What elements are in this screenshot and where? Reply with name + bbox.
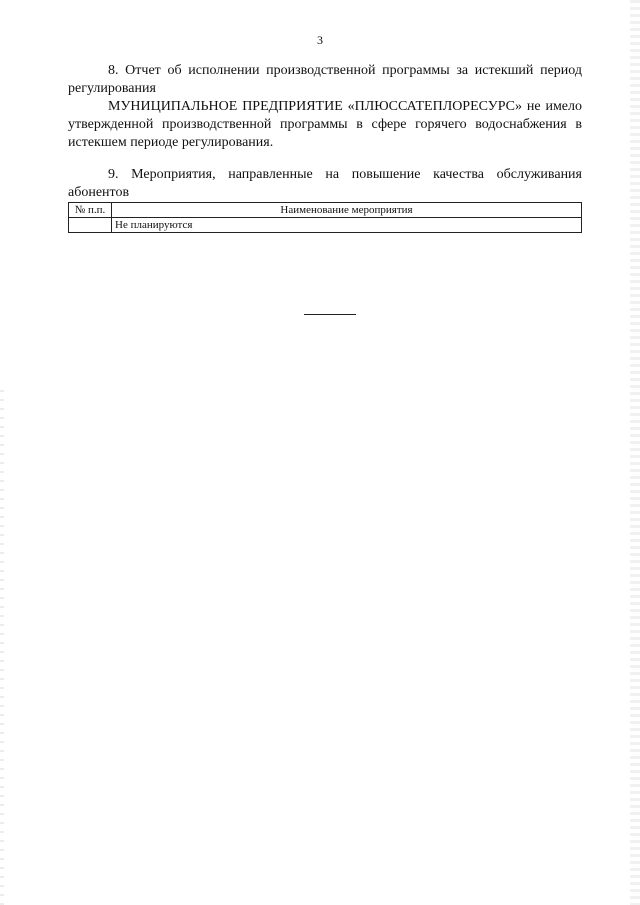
end-of-document-rule xyxy=(304,314,356,315)
table-row xyxy=(69,218,582,233)
section-9-heading: 9. Мероприятия, направленные на повышение качества обслуживания абонентов xyxy=(68,167,582,200)
scan-edge-right xyxy=(630,0,640,905)
document-body xyxy=(68,62,582,233)
table-header-row xyxy=(69,203,582,218)
section-8-body: МУНИЦИПАЛЬНОЕ ПРЕДПРИЯТИЕ «ПЛЮССАТЕПЛОРЕСУРС» не имело утвержденной производственной программы в сфере горячего водоснабжения в истекшем периоде регулирования. xyxy=(68,99,582,150)
spacer xyxy=(68,152,582,166)
column-header-number: № п.п. xyxy=(69,203,112,218)
scan-edge-left xyxy=(0,390,4,905)
row-number-cell xyxy=(69,218,112,233)
section-8-heading: 8. Отчет об исполнении производственной программы за истекший период регулирования xyxy=(68,63,582,96)
page-number: 3 xyxy=(317,33,323,47)
column-header-name: Наименование мероприятия xyxy=(112,203,582,218)
measures-table xyxy=(68,202,582,233)
row-name-cell: Не планируются xyxy=(112,218,582,233)
